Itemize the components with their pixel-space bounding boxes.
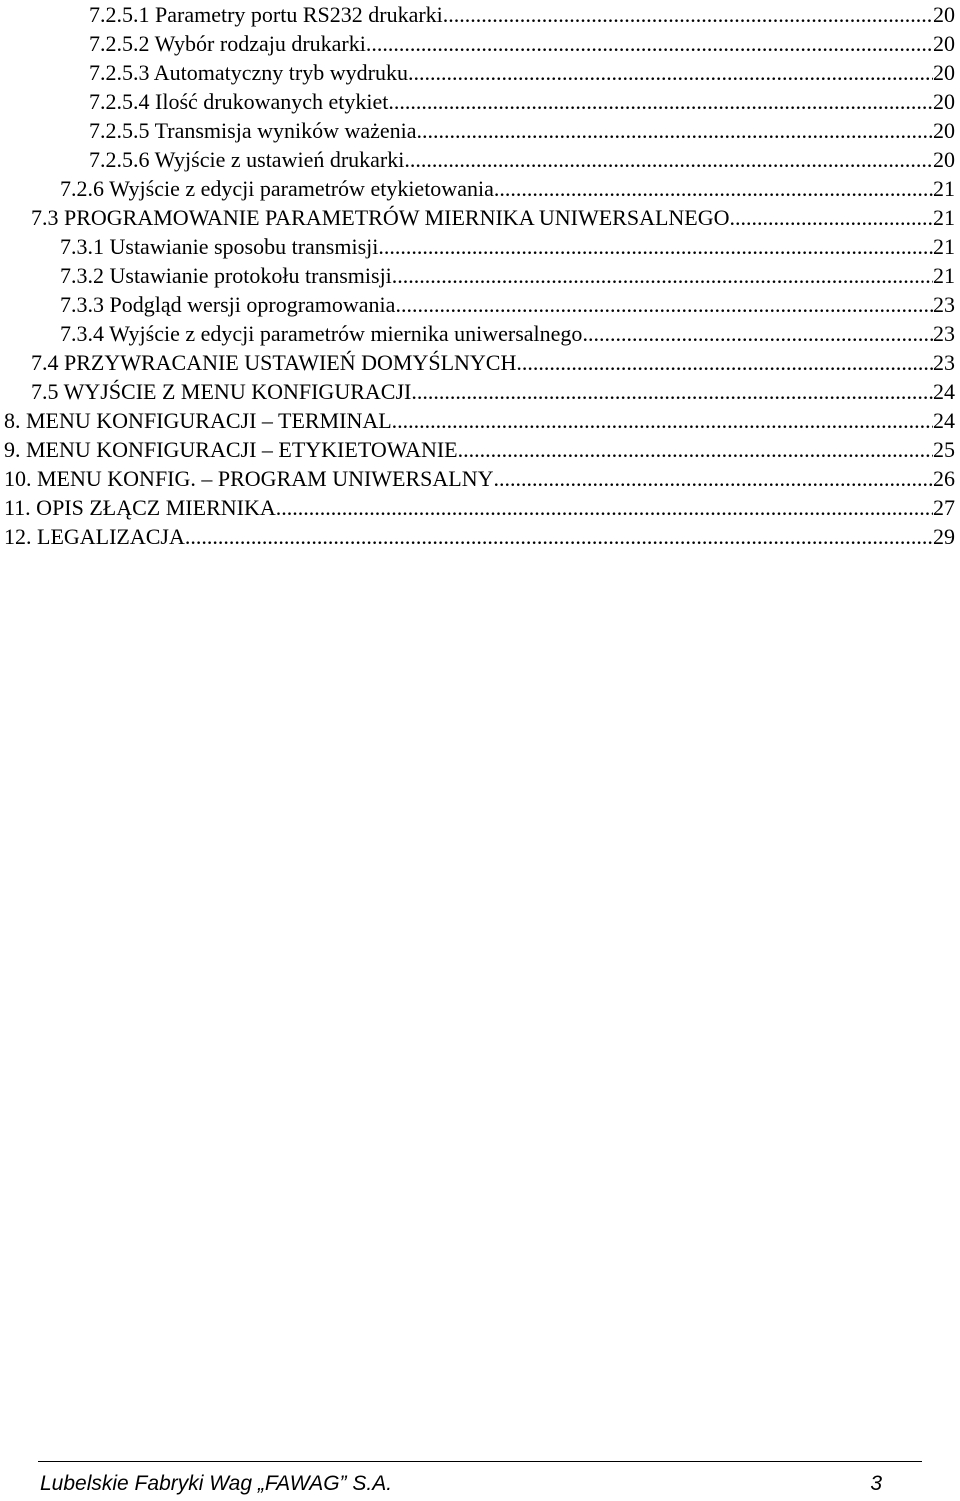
- toc-dot-leader: [494, 464, 933, 493]
- toc-entry-page: 21: [933, 176, 955, 201]
- toc-dot-leader: [417, 116, 933, 145]
- toc-entry-title: 7.3.1 Ustawianie sposobu transmisji: [60, 234, 379, 259]
- toc-entry[interactable]: [4, 435, 955, 464]
- toc-dot-leader: [516, 348, 933, 377]
- toc-dot-leader: [392, 261, 933, 290]
- toc-dot-leader: [730, 203, 933, 232]
- toc-entry[interactable]: [31, 348, 955, 377]
- toc-entry-title: 7.2.5.5 Transmisja wyników ważenia: [89, 118, 417, 143]
- toc-dot-leader: [443, 0, 933, 29]
- toc-dot-leader: [404, 145, 933, 174]
- toc-entry-page: 27: [933, 495, 955, 520]
- toc-entry-title: 12. LEGALIZACJA: [4, 524, 185, 549]
- toc-entry-title: 11. OPIS ZŁĄCZ MIERNIKA: [4, 495, 276, 520]
- toc-entry-page: 29: [933, 524, 955, 549]
- toc-dot-leader: [395, 290, 933, 319]
- toc-entry[interactable]: [4, 464, 955, 493]
- toc-entry[interactable]: [89, 29, 955, 58]
- toc-entry-title: 9. MENU KONFIGURACJI – ETYKIETOWANIE: [4, 437, 458, 462]
- toc-entry-page: 25: [933, 437, 955, 462]
- toc-dot-leader: [582, 319, 933, 348]
- toc-entry[interactable]: [60, 290, 955, 319]
- footer-company-name: Lubelskie Fabryki Wag „FAWAG” S.A.: [40, 1472, 393, 1495]
- toc-entry-title: 7.2.5.1 Parametry portu RS232 drukarki: [89, 2, 443, 27]
- toc-dot-leader: [408, 58, 933, 87]
- toc-entry-page: 26: [933, 466, 955, 491]
- toc-entry-page: 21: [933, 205, 955, 230]
- toc-entry-title: 7.4 PRZYWRACANIE USTAWIEŃ DOMYŚLNYCH: [31, 350, 517, 375]
- toc-entry[interactable]: [4, 522, 955, 551]
- toc-entry[interactable]: [89, 145, 955, 174]
- toc-entry-title: 7.3.2 Ustawianie protokołu transmisji: [60, 263, 392, 288]
- toc-entry-page: 24: [933, 408, 955, 433]
- toc-entry-page: 24: [933, 379, 955, 404]
- toc-dot-leader: [392, 406, 933, 435]
- toc-entry[interactable]: [31, 377, 955, 406]
- toc-entry[interactable]: [60, 174, 955, 203]
- toc-entry[interactable]: [89, 87, 955, 116]
- toc-entry-title: 7.2.5.6 Wyjście z ustawień drukarki: [89, 147, 405, 172]
- toc-dot-leader: [378, 232, 933, 261]
- toc-dot-leader: [366, 29, 933, 58]
- toc-entry-title: 7.2.5.4 Ilość drukowanych etykiet: [89, 89, 389, 114]
- toc-dot-leader: [458, 435, 933, 464]
- footer-page-number: 3: [870, 1472, 882, 1495]
- toc-entry-title: 10. MENU KONFIG. – PROGRAM UNIWERSALNY: [4, 466, 494, 491]
- toc-entry-title: 7.2.6 Wyjście z edycji parametrów etykietowania: [60, 176, 494, 201]
- toc-entry-page: 20: [933, 31, 955, 56]
- footer-divider: [38, 1461, 922, 1462]
- toc-dot-leader: [494, 174, 933, 203]
- toc-entry-page: 21: [933, 263, 955, 288]
- toc-entry-page: 20: [933, 2, 955, 27]
- toc-entry-page: 20: [933, 118, 955, 143]
- toc-entry[interactable]: [89, 0, 955, 29]
- toc-entry-title: 7.5 WYJŚCIE Z MENU KONFIGURACJI: [31, 379, 412, 404]
- toc-dot-leader: [388, 87, 933, 116]
- toc-entry[interactable]: [89, 58, 955, 87]
- toc-entry-title: 7.2.5.3 Automatyczny tryb wydruku: [89, 60, 408, 85]
- toc-entry-page: 23: [933, 292, 955, 317]
- toc-entry[interactable]: [60, 232, 955, 261]
- toc-entry-page: 23: [933, 321, 955, 346]
- toc-entry-title: 7.2.5.2 Wybór rodzaju drukarki: [89, 31, 366, 56]
- toc-entry[interactable]: [4, 406, 955, 435]
- toc-entry-title: 7.3.3 Podgląd wersji oprogramowania: [60, 292, 396, 317]
- toc-entry[interactable]: [31, 203, 955, 232]
- toc-entry-page: 20: [933, 147, 955, 172]
- toc-entry-page: 21: [933, 234, 955, 259]
- toc-dot-leader: [185, 522, 933, 551]
- toc-entry-page: 20: [933, 89, 955, 114]
- toc-entry-page: 20: [933, 60, 955, 85]
- toc-entry[interactable]: [89, 116, 955, 145]
- toc-entry-title: 7.3 PROGRAMOWANIE PARAMETRÓW MIERNIKA UNIWERSALNEGO: [31, 205, 730, 230]
- toc-entry[interactable]: [4, 493, 955, 522]
- toc-entry-title: 8. MENU KONFIGURACJI – TERMINAL: [4, 408, 392, 433]
- toc-entry[interactable]: [60, 261, 955, 290]
- toc-entry-page: 23: [933, 350, 955, 375]
- toc-dot-leader: [411, 377, 933, 406]
- toc-entry-title: 7.3.4 Wyjście z edycji parametrów miernika uniwersalnego: [60, 321, 583, 346]
- toc-dot-leader: [276, 493, 933, 522]
- toc-entry[interactable]: [60, 319, 955, 348]
